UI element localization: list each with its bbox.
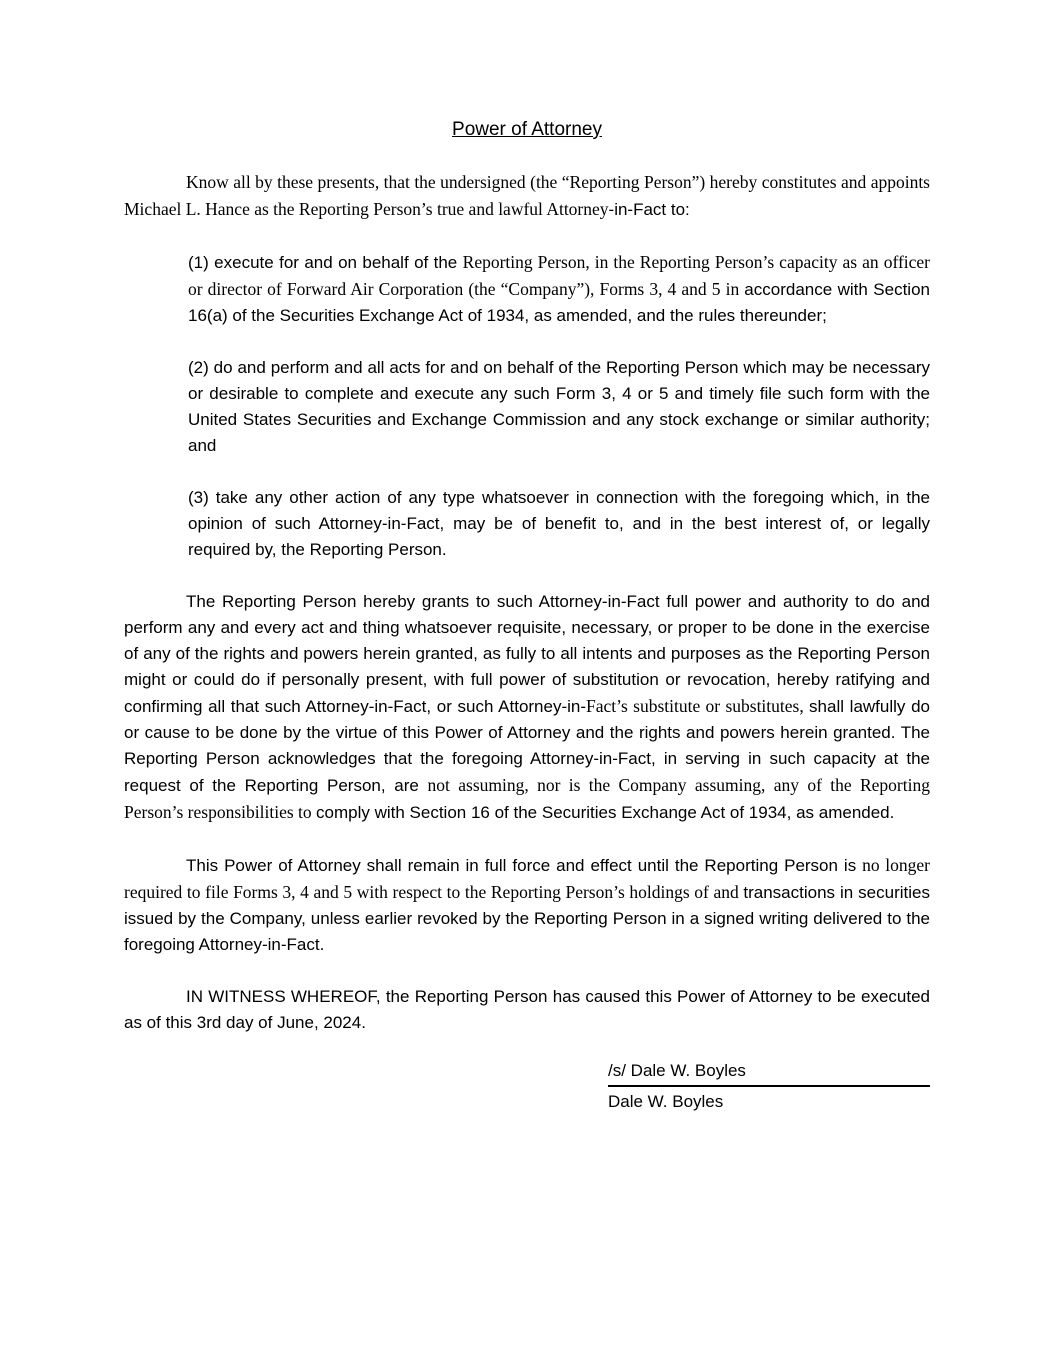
list-item bbox=[188, 355, 930, 459]
text-segment: transactions in securities issued by the Company, unless earlier revoked by the Reporting Person in a signed writing delivered to the foregoing Attorney-in-Fact. bbox=[124, 883, 930, 954]
text-segment: The Reporting Person hereby grants to such Attorney-in-Fact full power and authority to do and perform any and every act and thing whatsoever requisite, necessary, or proper to be done in the exercise of any of the rights and powers herein granted, as fully to all intents and purposes as the Reporting Person might or could do if personally present, with full power of substitution or revocation, hereby ratifying and confirming all that such Attorney-in-Fact, or such Attorney-in- bbox=[124, 592, 930, 716]
text-segment: accordance with Section 16(a) of the Securities Exchange Act of 1934, as amended, and the rules thereunder; bbox=[188, 280, 930, 325]
text-segment: (1) execute for and on behalf of the bbox=[188, 253, 463, 272]
document-title: Power of Attorney bbox=[452, 119, 602, 140]
signature-text: /s/ Dale W. Boyles bbox=[608, 1058, 930, 1087]
list-item bbox=[188, 485, 930, 563]
text-segment: no longer required to file Forms 3, 4 and 5 with respect to the Reporting Person’s holdings of and bbox=[124, 855, 930, 902]
text-segment: -in-Fact to: bbox=[608, 200, 690, 219]
list-item bbox=[188, 249, 930, 329]
signature-block bbox=[608, 1058, 930, 1115]
text-segment: shall lawfully do or cause to be done by the virtue of this Power of Attorney and the rights and powers herein granted. The Reporting Person acknowledges that the foregoing Attorney-in-Fact, in serving in such capacity at the request of the Reporting Person, are bbox=[124, 697, 930, 795]
paragraph bbox=[124, 984, 930, 1036]
text-segment: Fact’s substitute or substitutes, bbox=[586, 696, 810, 716]
text-segment: Know all by these presents, that the undersigned (the “Reporting Person”) hereby constitutes and appoints Michael L. Hance as the Reporting Person’s true and lawful Attorney bbox=[124, 172, 930, 219]
text-segment: IN WITNESS WHEREOF, the Reporting Person has caused this Power of Attorney to be executed as of this 3rd day of June, 2024. bbox=[124, 987, 930, 1032]
text-segment: Reporting Person, in the Reporting Person’s capacity as an officer or director of Forward Air Corporation (the “Company”), Forms 3, 4 and 5 in bbox=[188, 252, 931, 299]
text-segment: (3) take any other action of any type whatsoever in connection with the foregoing which, in the opinion of such Attorney-in-Fact, may be of benefit to, and in the best interest of, or legally required by, the Reporting Person. bbox=[188, 488, 930, 559]
paragraph bbox=[124, 852, 930, 958]
paragraph bbox=[124, 169, 930, 223]
signatory-name: Dale W. Boyles bbox=[608, 1092, 724, 1111]
text-segment: not assuming, nor is the Company assuming, any of the Reporting Person’s responsibilities to bbox=[124, 775, 930, 822]
document-body bbox=[124, 169, 930, 1036]
text-segment: (2) do and perform and all acts for and on behalf of the Reporting Person which may be necessary or desirable to complete and execute any such Form 3, 4 or 5 and timely file such form with the United States Securities and Exchange Commission and any stock exchange or similar authority; and bbox=[188, 358, 930, 455]
text-segment: comply with Section 16 of the Securities Exchange Act of 1934, as amended. bbox=[316, 803, 895, 822]
text-segment: This Power of Attorney shall remain in full force and effect until the Reporting Person is bbox=[186, 856, 863, 875]
paragraph bbox=[124, 589, 930, 826]
